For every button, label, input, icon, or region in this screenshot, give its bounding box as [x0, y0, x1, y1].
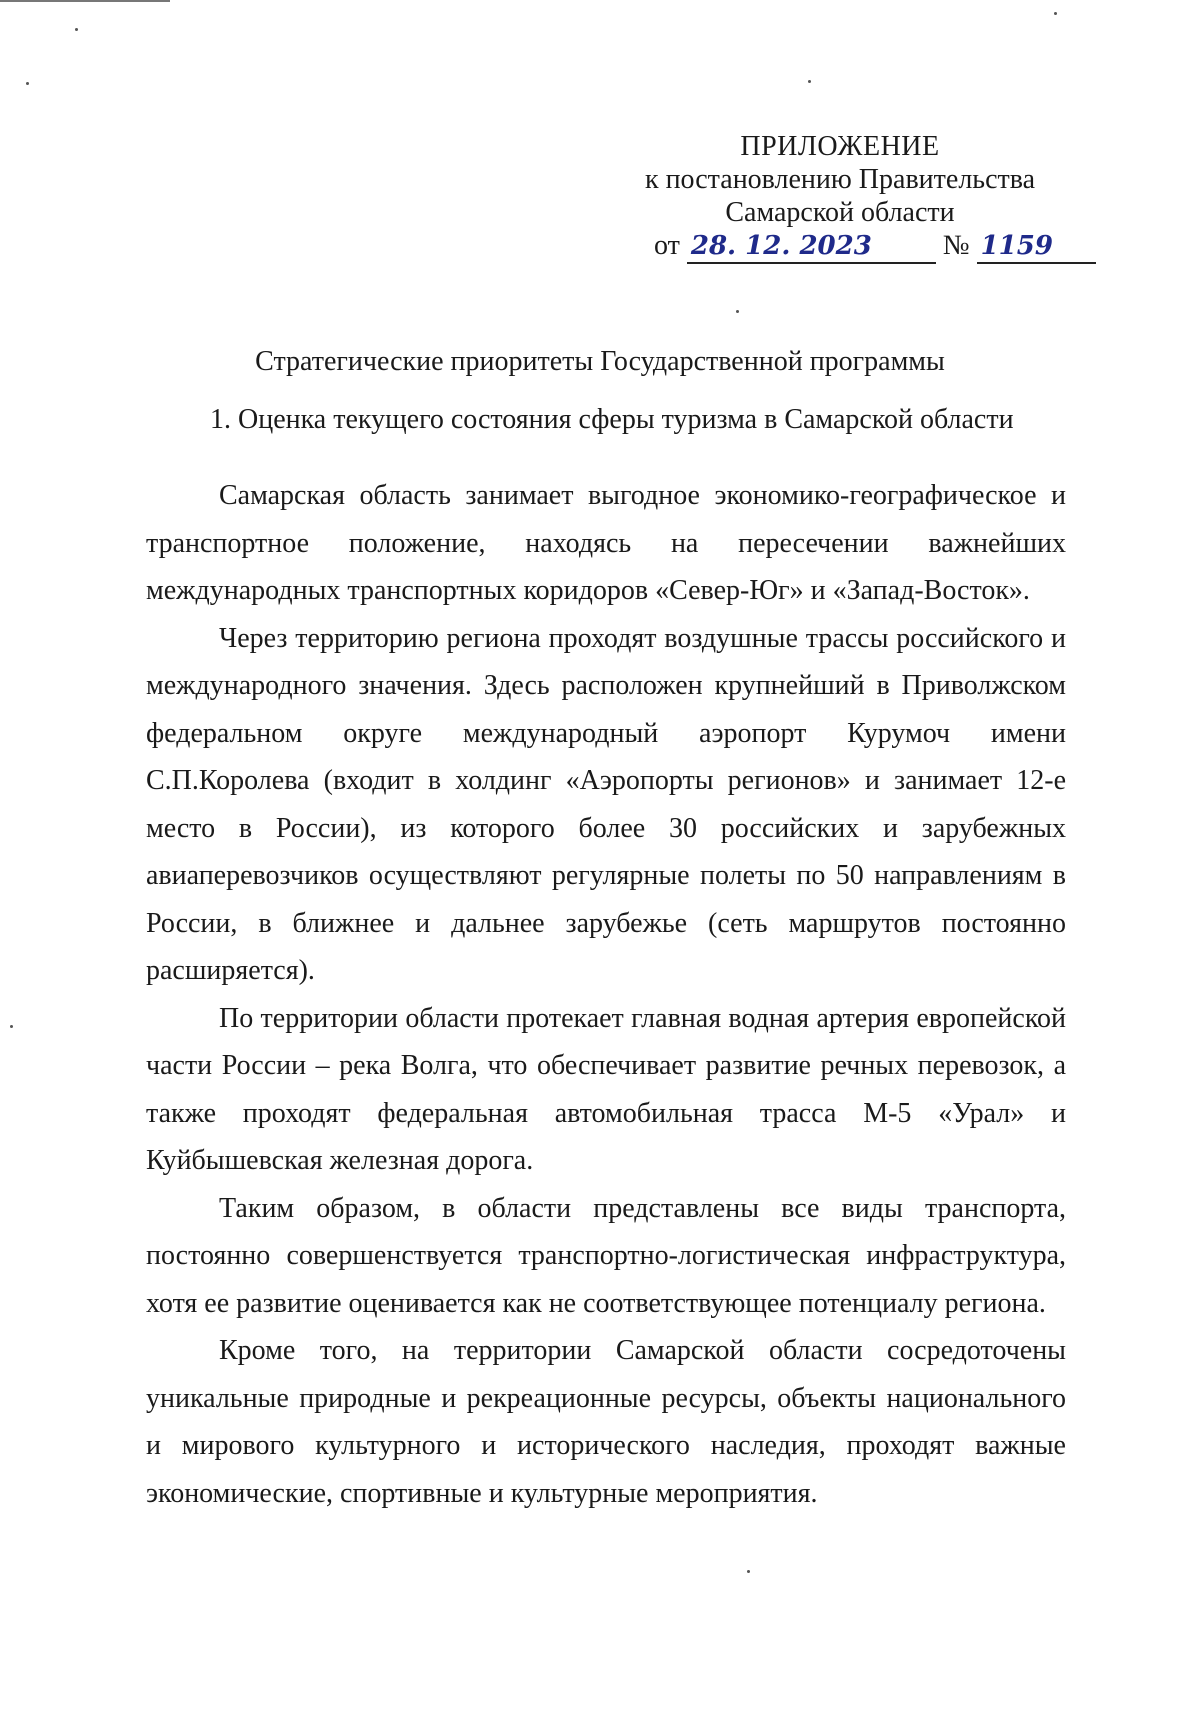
scan-edge-line — [0, 0, 170, 2]
scan-speck — [10, 1025, 13, 1028]
handwritten-date: 28. 12. 2023 — [687, 230, 936, 264]
handwritten-number: 1159 — [977, 230, 1096, 264]
scan-speck — [26, 82, 29, 85]
scan-speck — [75, 28, 78, 31]
paragraph: Таким образом, в области представлены все виды транспорта, постоянно совершенствуется транспортно-логистическая инфраструктура, хотя ее развитие оценивается как не соответствующее потенциалу региона. — [146, 1192, 1066, 1319]
section-title: Стратегические приоритеты Государственной программы — [255, 346, 945, 377]
appendix-header — [600, 130, 1080, 264]
subsection-title: 1. Оценка текущего состояния сферы туризма в Самарской области — [210, 404, 1014, 435]
paragraph: Кроме того, на территории Самарской области сосредоточены уникальные природные и рекреационные ресурсы, объекты национального и мирового культурного и исторического наследия, проходят важные экономические, спортивные и культурные мероприятия. — [146, 1335, 1066, 1509]
appendix-region-line: Самарской области — [725, 197, 955, 228]
date-prefix: от — [654, 230, 680, 261]
scan-speck — [747, 1570, 750, 1573]
number-prefix: № — [942, 230, 970, 261]
paragraph: Самарская область занимает выгодное экономико-географическое и транспортное положение, находясь на пересечении важнейших международных транспортных коридоров «Север-Юг» и «Запад-Восток». — [146, 480, 1066, 606]
paragraph: Через территорию региона проходят воздушные трассы российского и международного значения. Здесь расположен крупнейший в Приволжском федеральном округе международный аэропорт Курумоч имени С.П.Королева (входит в холдинг «Аэропорты регионов» и занимает 12-е место в России), из которого более 30 российских и зарубежных авиаперевозчиков осуществляют регулярные полеты по 50 направлениям в России, в ближнее и дальнее зарубежье (сеть маршрутов постоянно расширяется). — [146, 622, 1066, 986]
body-text — [146, 472, 1066, 1517]
scan-speck — [736, 310, 739, 313]
scan-speck — [1054, 12, 1057, 15]
scan-speck — [808, 80, 811, 83]
appendix-resolution-line: к постановлению Правительства — [644, 164, 1036, 195]
paragraph: По территории области протекает главная водная артерия европейской части России – река Волга, что обеспечивает развитие речных перевозок, а также проходят федеральная автомобильная трасса М-5 «Урал» и Куйбышевская железная дорога. — [146, 1002, 1066, 1176]
appendix-reference-line — [600, 229, 1080, 264]
appendix-title: ПРИЛОЖЕНИЕ — [740, 131, 940, 162]
